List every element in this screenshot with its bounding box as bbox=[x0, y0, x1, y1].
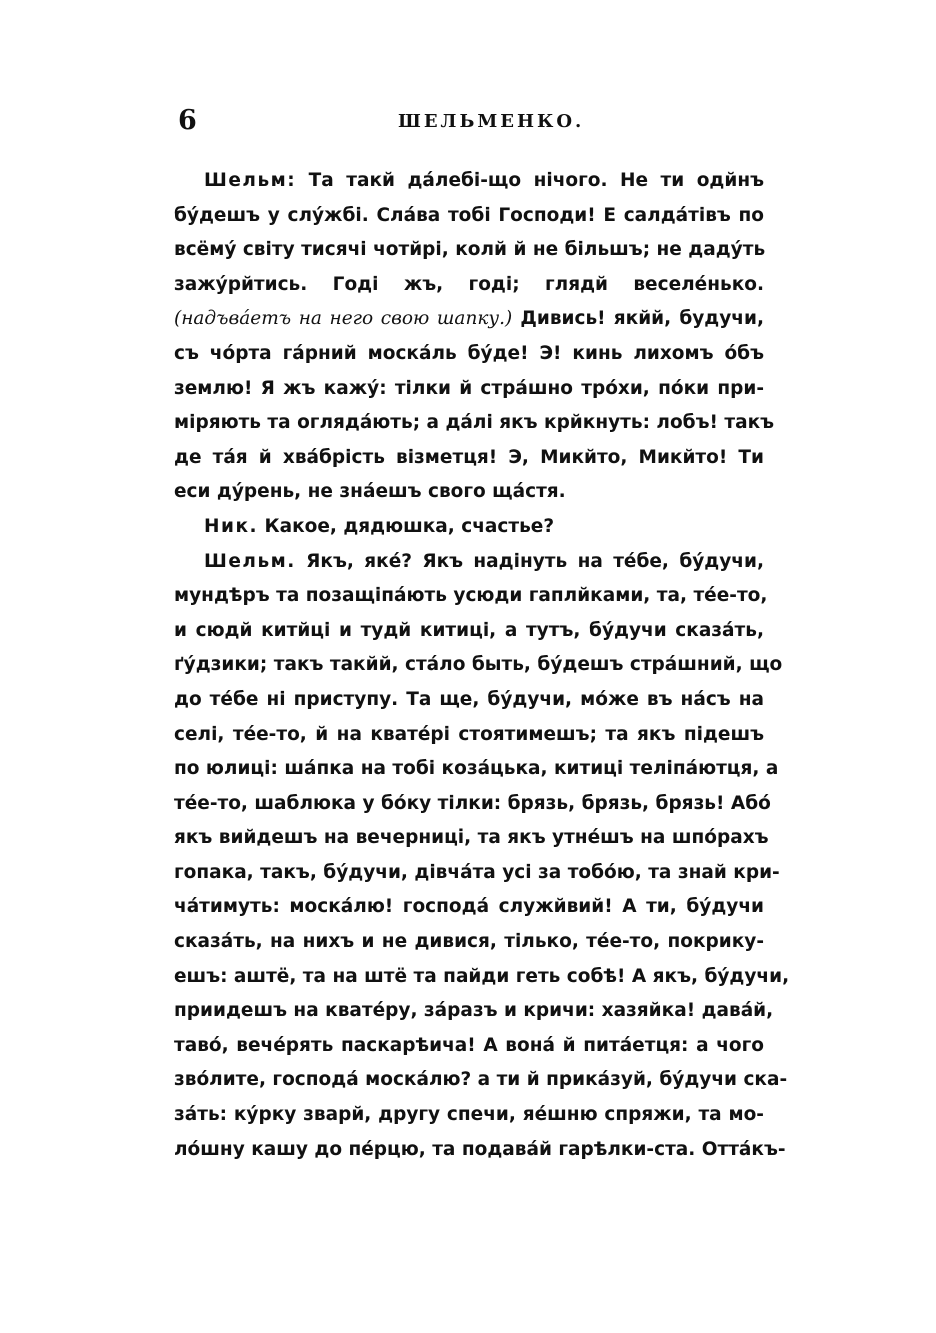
speaker-name: Ник. bbox=[204, 515, 259, 537]
line-text: еси дýрень, не знáешъ свого щáстя. bbox=[174, 481, 566, 503]
line-text: всёмý світу тисячі чотйрі, колй й не більшъ; не дадýть bbox=[174, 239, 766, 261]
line-text: якъ вийдешъ на вечерницi, та якъ утнéшъ на шпóрахъ bbox=[174, 827, 769, 849]
text-line bbox=[174, 579, 768, 614]
text-line bbox=[174, 614, 764, 649]
line-text: Та такй дáлебі-що нічого. Не ти одйнъ bbox=[296, 170, 764, 191]
text-line bbox=[174, 648, 783, 683]
line-text: тée-то, шаблюка у бóку тілки: брязь, брязь, брязь! Абó bbox=[174, 792, 771, 814]
line-text: съ чóрта гáрний москáль бýде! Э! кинь лихомъ óбъ bbox=[174, 342, 764, 364]
line-text: Какое, дядюшка, счастье? bbox=[258, 515, 555, 537]
line-text: до тéбе ні приступу. Та ще, бýдучи, мóже въ нáсъ на bbox=[174, 688, 764, 710]
text-line bbox=[174, 960, 790, 995]
text-line bbox=[174, 1133, 786, 1168]
text-line bbox=[174, 856, 780, 891]
line-text: ешъ: аштё, та на штё та пайди геть собѣ! А якъ, бýдучи, bbox=[174, 965, 790, 987]
line-text: ґýдзики; такъ такйй, стáло быть, бýдешъ стрáшний, що bbox=[174, 654, 783, 676]
line-text: Якъ, якé? Якъ надінуть на тéбе, бýдучи, bbox=[295, 550, 764, 572]
page-number: 6 bbox=[178, 105, 197, 136]
text-line bbox=[174, 752, 779, 787]
line-text: де тáя й хвáбрість візметця! Э, Микйто, Микйто! Ти bbox=[174, 446, 764, 468]
line-text: тавó, вечéрять паскарѣича! А вонá й питáетця: а чого bbox=[174, 1034, 764, 1056]
line-text: чáтимуть: москáлю! господá служйвий! А ти, бýдучи bbox=[174, 896, 764, 918]
text-line bbox=[174, 302, 764, 337]
text-line bbox=[174, 268, 764, 303]
line-text: по юлиці: шáпка на тобі козáцька, китиці теліпáютця, а bbox=[174, 758, 779, 780]
line-text: зáть: кýрку зварй, другу спечи, яéшню спряжи, та мо- bbox=[174, 1104, 764, 1126]
running-head: ШЕЛЬМЕНКО. bbox=[398, 111, 585, 132]
text-line bbox=[174, 337, 764, 372]
line-text: приидешъ на кватéру, зáразъ и кричи: хазяйка! давáй, bbox=[174, 1000, 774, 1022]
text-line bbox=[174, 1029, 764, 1064]
text-line bbox=[174, 821, 769, 856]
text-line bbox=[174, 475, 764, 510]
line-text: звóлите, господá москáлю? а ти й прикáзуй, бýдучи ска- bbox=[174, 1069, 788, 1091]
line-text: землю! Я жъ кажý: тілки й стрáшно трóхи, пóки при- bbox=[174, 377, 764, 399]
speaker-name: Шельм: bbox=[204, 170, 297, 191]
line-text: зажýрйтись. Годі жъ, годі; глядй веселéнько. bbox=[174, 273, 764, 295]
line-text: гопака, такъ, бýдучи, дівчáта усі за тобóю, та знай кри- bbox=[174, 861, 780, 883]
line-text: міряють та оглядáють; а дáлі якъ крйкнуть: лобъ! такъ bbox=[174, 412, 775, 434]
text-line bbox=[174, 545, 764, 580]
line-text: мундѣръ та позащіпáють усюди гаплйками, та, тée-то, bbox=[174, 585, 768, 607]
text-line bbox=[174, 233, 764, 268]
body-text bbox=[174, 164, 790, 1167]
line-text: бýдешъ у слýжбі. Слáва тобі Господи! Е салдáтівъ по bbox=[174, 204, 764, 226]
text-line bbox=[174, 994, 774, 1029]
text-line bbox=[174, 199, 764, 234]
line-text: сказáть, на нихъ и не дивися, тілько, тée-то, покрику- bbox=[174, 931, 764, 953]
text-line bbox=[174, 406, 775, 441]
text-line bbox=[174, 683, 764, 718]
text-line bbox=[174, 510, 764, 545]
text-line bbox=[174, 1098, 764, 1133]
stage-direction: (надъвáетъ на него свою шапку.) bbox=[174, 308, 513, 330]
line-text: селі, тée-то, й на кватéрі стоятимешъ; та якъ підешъ bbox=[174, 723, 764, 745]
line-text: и сюдй китйці и тудй китиці, а тутъ, бýдучи сказáть, bbox=[174, 619, 764, 641]
text-line bbox=[174, 164, 764, 199]
text-line bbox=[174, 372, 764, 407]
text-line bbox=[174, 718, 764, 753]
line-text: Дивись! якйй, будучи, bbox=[512, 308, 764, 330]
text-line bbox=[174, 890, 764, 925]
text-line bbox=[174, 1063, 788, 1098]
text-line bbox=[174, 925, 764, 960]
text-line bbox=[174, 441, 764, 476]
speaker-name: Шельм. bbox=[204, 550, 296, 572]
line-text: лóшну кашу до пéрцю, та подавáй гарѣлки-ста. Оттáкъ- bbox=[174, 1138, 786, 1160]
text-line bbox=[174, 787, 771, 822]
